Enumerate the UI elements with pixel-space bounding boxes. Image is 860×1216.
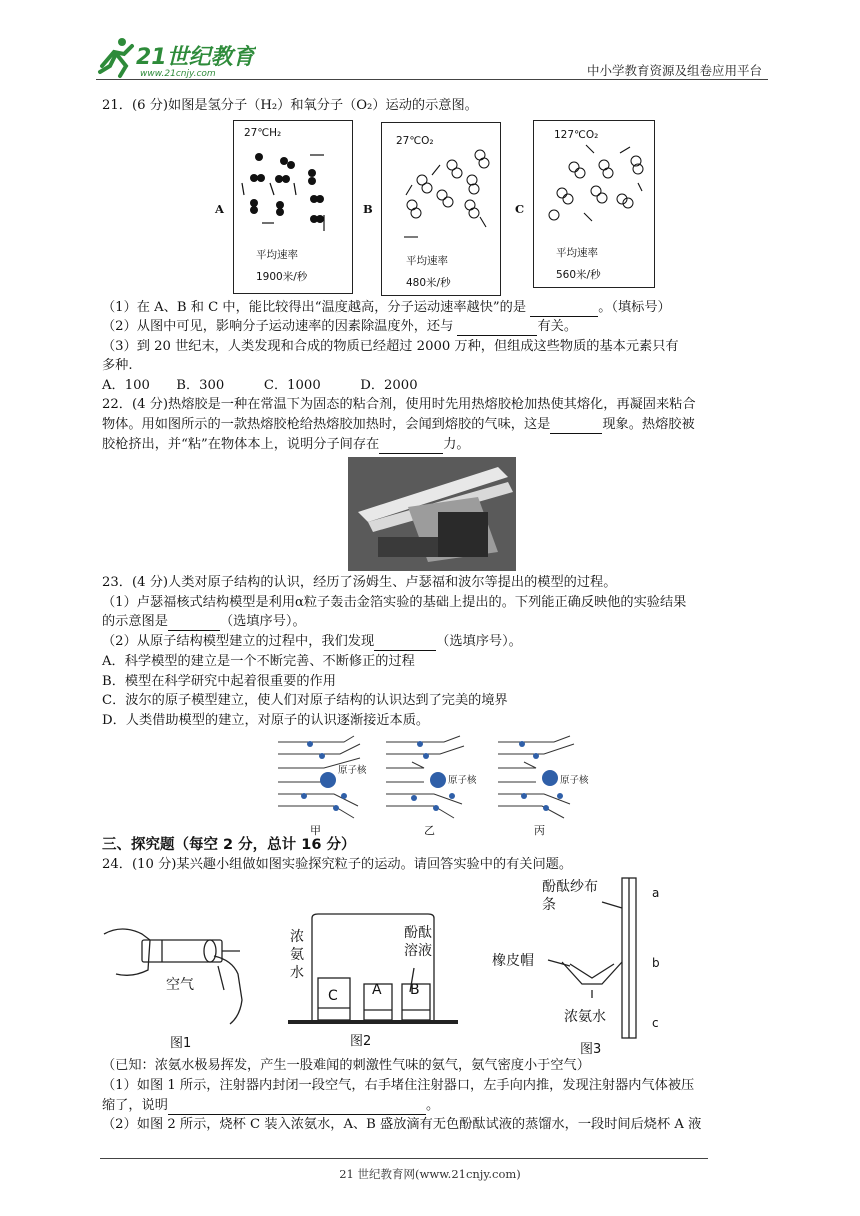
caption-yi: 乙 [424,824,435,837]
caption-bing: 丙 [534,824,545,837]
q23-option-b: B．模型在科学研究中起着很重要的作用 [102,674,336,689]
fig2-beaker-c: C [328,988,338,1004]
fig1-caption: 图1 [170,1036,192,1051]
q24-note: （已知：浓氨水极易挥发，产生一股难闻的刺激性气味的氨气，氨气密度小于空气） [102,1058,590,1073]
header-divider [96,79,768,80]
q23-option-d: D．人类借助模型的建立，对原子的认识逐渐接近本质。 [102,713,430,728]
q22-line3-suffix: 力。 [443,437,470,452]
q23-line2: （1）卢瑟福核式结构模型是利用α粒子轰击金箔实验的基础上提出的。下列能正确反映他的实验结果 [102,595,687,610]
panel-b-label: B [363,202,373,216]
q24-figure-1 [102,920,262,1060]
q22-line3 [102,436,470,454]
q23-option-a: A．科学模型的建立是一个不断完善、不断修正的过程 [102,654,415,669]
panel-c-temp: 127℃O₂ [554,129,599,141]
q21-sub2-text: （2）从图中可见，影响分子运动速率的因素除温度外，还与 [102,319,454,334]
oxygen-molecules-icon [382,145,500,255]
site-logo[interactable] [96,36,256,80]
fig3-mark-b: b [652,956,660,970]
q22-line1: 22．(4 分)热熔胶是一种在常温下为固态的粘合剂，使用时先用热熔胶枪加热使其熔化，再凝固来粘合 [102,397,696,412]
q23-line3 [102,613,306,631]
glue-gun-image-icon [348,457,516,571]
panel-c [533,120,655,288]
q21-sub3-line2: 多种. [102,358,133,373]
q21-sub1-text: （1）在 A、B 和 C 中，能比较得出“温度越高，分子运动速率越快”的是 [102,300,527,315]
footer-divider [100,1158,708,1159]
q22-line2-suffix: 现象。热熔胶被 [602,417,695,432]
q23-option-c: C．波尔的原子模型建立，使人们对原子结构的认识达到了完美的境界 [102,693,508,708]
fig3-mark-a: a [652,886,660,900]
q23-line3-text: 的示意图是 [102,614,168,629]
q21-sub1-suffix: 。（填标号） [598,300,671,315]
q23-blank-1[interactable] [168,616,220,631]
q23-line4 [102,633,522,651]
q23-line1: 23．(4 分)人类对原子结构的认识，经历了汤姆生、卢瑟福和波尔等提出的模型的过程。 [102,575,617,590]
panel-c-speed: 560米/秒 [556,269,601,281]
q24-sub1-line2 [102,1097,439,1115]
nucleus-label-1: 原子核 [338,765,367,776]
q21-sub1-answer-blank[interactable] [530,302,598,317]
fig3-mark-c: c [652,1016,659,1030]
q23-line3-suffix: （选填序号）。 [219,614,306,629]
fig2-caption: 图2 [350,1034,372,1049]
panel-a-speed-label: 平均速率 [256,249,298,261]
panel-b-temp: 27℃O₂ [396,135,434,147]
fig2-phenol-label: 酚酞溶液 [404,925,432,959]
fig2-beaker-a: A [372,982,382,998]
panel-c-label: C [515,202,525,216]
q21-figure [213,118,668,298]
panel-a-label: A [215,202,224,216]
q22-blank-2[interactable] [379,439,443,454]
panel-a [233,120,353,294]
q24-sub1-text: 缩了，说明 [102,1098,168,1113]
q21-stem: 21．(6 分)如图是氢分子（H₂）和氧分子（O₂）运动的示意图。 [102,98,478,113]
fig2-ammonia-label: 浓氨水 [290,929,304,981]
glue-gun-photo [348,457,516,571]
q22-blank-1[interactable] [550,419,602,434]
svg-text:www.21cnjy.com: www.21cnjy.com [140,69,216,79]
q21-sub3-line1: （3）到 20 世纪末，人类发现和合成的物质已经超过 2000 万种，但组成这些物质的基本元素只有 [102,339,679,354]
q23-line4-text: （2）从原子结构模型建立的过程中，我们发现 [102,634,375,649]
platform-name: 中小学教育资源及组卷应用平台 [586,63,762,78]
q21-sub2 [102,318,577,336]
nucleus-label-3: 原子核 [560,775,589,786]
panel-c-speed-label: 平均速率 [556,247,598,259]
svg-text:21世纪教育: 21世纪教育 [136,45,255,70]
q23-blank-2[interactable] [374,636,436,651]
oxygen-hot-molecules-icon [534,143,654,243]
panel-b-speed-label: 平均速率 [406,255,448,267]
fig3-caption: 图3 [580,1042,602,1057]
q21-sub2-suffix: 有关。 [537,319,578,334]
q24-sub2-line1: （2）如图 2 所示，烧杯 C 装入浓氨水，A、B 盛放滴有无色酚酞试液的蒸馏水，一段时间后烧杯 A 液 [102,1117,702,1132]
q21-sub2-answer-blank[interactable] [457,321,537,336]
q23-line4-suffix: （选填序号）。 [436,634,522,649]
q21-sub1 [102,299,671,317]
q24-figure-2 [288,912,458,1062]
footer-site-link[interactable]: 21 世纪教育网(www.21cnjy.com) [339,1167,521,1181]
fig3-cap-label: 橡皮帽 [492,953,534,969]
fig1-air-label: 空气 [166,977,194,993]
q24-figure-3 [492,874,672,1060]
q22-line3-text: 胶枪挤出，并“粘”在物体本上，说明分子间存在 [102,437,380,452]
panel-b [381,122,501,296]
q23-figure [274,732,592,836]
q22-line2 [102,416,695,434]
alpha-scattering-diagrams-icon [274,732,592,822]
hydrogen-molecules-icon [234,143,352,243]
q21-options: A．100 B．300 C．1000 D．2000 [102,378,418,393]
panel-b-speed: 480米/秒 [406,277,451,289]
panel-a-speed: 1900米/秒 [256,271,308,283]
nucleus-label-2: 原子核 [448,775,477,786]
panel-a-temp: 27℃H₂ [244,127,282,139]
section-3-title: 三、探究题（每空 2 分，总计 16 分） [102,837,356,853]
fig2-beaker-b: B [410,982,420,998]
runner-logo-icon [96,36,256,80]
fig3-cloth-label: 酚酞纱布条 [542,879,598,913]
q24-stem: 24．(10 分)某兴趣小组做如图实验探究粒子的运动。请回答实验中的有关问题。 [102,857,573,872]
q22-line2-text: 物体。用如图所示的一款热熔胶枪给热熔胶加热时，会闻到熔胶的气味，这是 [102,417,551,432]
q24-sub1-suffix: 。 [425,1098,440,1113]
q24-sub1-line1: （1）如图 1 所示，注射器内封闭一段空气，右手堵住注射器口，左手向内推，发现注射器内气体被压 [102,1078,695,1093]
fig3-ammonia-label: 浓氨水 [564,1009,606,1025]
q24-sub1-blank[interactable] [168,1100,426,1115]
caption-jia: 甲 [310,824,321,837]
